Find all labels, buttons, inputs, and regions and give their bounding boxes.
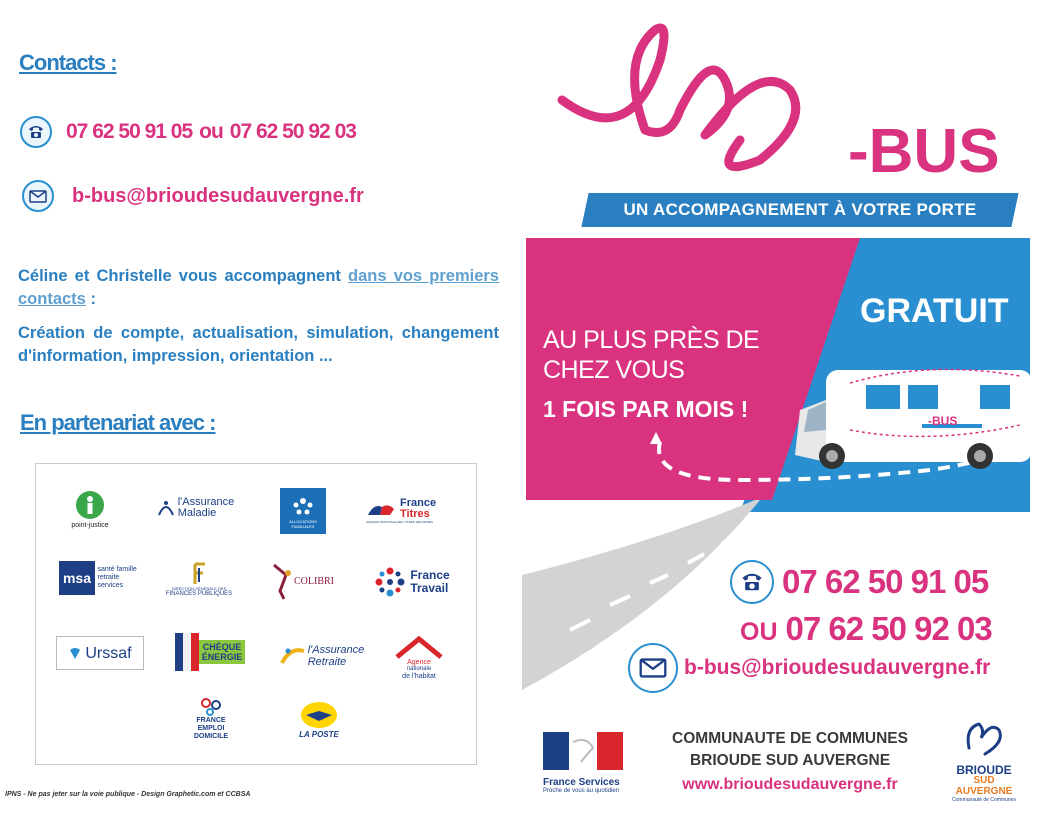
france-services-name: France Services — [543, 777, 620, 788]
dgfip-line2: FINANCES PUBLIQUES — [165, 591, 233, 597]
france-travail-text — [410, 569, 449, 595]
france-titres-line2: Titres — [400, 508, 430, 520]
point-justice-text: point-justice — [71, 521, 109, 529]
france-titres-logo — [366, 492, 456, 530]
assurance-maladie-line2: Maladie — [177, 507, 217, 519]
or-label: ou — [199, 120, 223, 143]
anah-logo — [386, 630, 452, 686]
assurance-maladie-text — [178, 497, 235, 519]
assurance-retraite-text — [308, 644, 365, 668]
first-contacts-link[interactable]: dans vos premiers contacts — [18, 267, 499, 308]
france-travail-logo — [366, 562, 458, 602]
community-website-link[interactable]: www.brioudesudauvergne.fr — [682, 776, 898, 793]
envelope-icon — [22, 180, 54, 212]
cheque-energie-line1: CHÈQUE — [202, 642, 242, 652]
bsa-line3: Communauté de Communes — [952, 797, 1016, 803]
cheque-energie-logo — [168, 630, 252, 674]
intro-text: Céline et Christelle vous accompagnent — [18, 267, 349, 285]
point-justice-logo — [64, 486, 116, 534]
community-line2: BRIOUDE SUD AUVERGNE — [689, 752, 891, 769]
france-emploi-domicile-logo — [176, 694, 246, 744]
cheque-energie-line2: ÉNERGIE — [201, 652, 243, 662]
near-you-text — [543, 325, 759, 385]
poster-phone-number-2[interactable]: 07 62 50 92 03 — [785, 610, 992, 647]
france-travail-line1: France — [410, 568, 450, 582]
colibri-text: COLIBRI — [294, 575, 334, 587]
assurance-maladie-logo — [148, 488, 242, 528]
free-label: GRATUIT — [860, 292, 1009, 330]
poster-phone-row-1 — [730, 560, 988, 604]
partners-title: En partenariat avec : — [20, 410, 216, 435]
assurance-retraite-logo — [272, 636, 372, 676]
france-titres-line1: France — [400, 497, 437, 509]
msa-logo — [56, 558, 140, 598]
colibri-logo — [260, 556, 344, 606]
phone-icon — [730, 560, 774, 604]
b-bus-logo-text: -BUS — [848, 117, 1000, 186]
phone-row — [20, 116, 356, 148]
anah-line2: nationale — [406, 666, 432, 672]
intro-paragraph — [18, 265, 499, 311]
community-title — [640, 728, 940, 772]
assurance-retraite-line2: Retraite — [307, 656, 347, 668]
france-travail-line2: Travail — [410, 581, 449, 595]
near-you-line2: CHEZ VOUS — [543, 356, 685, 384]
email-row — [22, 180, 364, 212]
france-services-logo — [543, 732, 629, 794]
france-titres-sub: AGENCE NATIONALE DES TITRES SÉCURISÉS — [366, 520, 433, 524]
frequency-text: 1 FOIS PAR MOIS ! — [543, 396, 749, 422]
footer-note: IPNS - Ne pas jeter sur la voie publique - Design Graphetic.com et CCBSA — [5, 791, 251, 798]
poster-or-label: OU — [740, 618, 778, 646]
dgfip-logo — [158, 556, 240, 604]
community-line1: COMMUNAUTE DE COMMUNES — [672, 730, 908, 747]
dgfip-line1: DIRECTION GÉNÉRALE DES — [171, 586, 227, 591]
phone-number-1[interactable]: 07 62 50 91 05 — [66, 120, 193, 143]
banner-text: UN ACCOMPAGNEMENT À VOTRE PORTE — [623, 200, 977, 219]
contacts-title: Contacts : — [19, 50, 117, 75]
email-address[interactable]: b-bus@brioudesudauvergne.fr — [72, 184, 364, 207]
bsa-line2: SUD AUVERGNE — [955, 775, 1013, 797]
assurance-maladie-line1: l'Assurance — [177, 496, 235, 508]
anah-line1: Agence — [407, 659, 431, 666]
urssaf-text: Urssaf — [85, 644, 132, 662]
b-bus-logo-scribble — [562, 28, 796, 167]
assurance-retraite-line1: l'Assurance — [307, 644, 365, 656]
intro-colon: : — [85, 290, 96, 308]
cheque-energie-text — [199, 640, 246, 664]
france-services-tagline: Proche de vous au quotidien — [543, 788, 620, 794]
phone-number-2[interactable]: 07 62 50 92 03 — [229, 120, 356, 143]
poster-phone-number-1[interactable]: 07 62 50 91 05 — [782, 563, 989, 600]
van-illustration — [795, 369, 1032, 469]
phone-icon — [20, 116, 52, 148]
france-emploi-domicile-text: FRANCE EMPLOI DOMICILE — [193, 717, 229, 740]
svg-text:msa: msa — [62, 570, 91, 586]
bsa-line1: BRIOUDE — [956, 763, 1012, 777]
msa-text: santé famille retraite services — [97, 566, 137, 589]
la-poste-text: LA POSTE — [299, 729, 339, 739]
caf-text: ALLOCATIONS FAMILIALES — [289, 519, 317, 529]
caf-logo — [280, 488, 326, 534]
urssaf-logo — [56, 636, 144, 670]
poster-email-address[interactable]: b-bus@brioudesudauvergne.fr — [684, 656, 991, 679]
poster-email-row — [628, 643, 990, 693]
anah-line3: de l'habitat — [402, 673, 436, 680]
la-poste-logo — [286, 696, 352, 744]
brioude-sud-auvergne-logo — [944, 718, 1024, 803]
france-titres-text — [400, 498, 436, 520]
near-you-line1: AU PLUS PRÈS DE — [543, 326, 760, 354]
phone-numbers — [66, 120, 356, 144]
services-paragraph: Création de compte, actualisation, simulation, changement d'information, impression, orientation ... — [18, 324, 499, 365]
envelope-icon — [628, 643, 678, 693]
partners-logo-grid — [35, 463, 477, 765]
van-label: -BUS — [928, 414, 958, 428]
